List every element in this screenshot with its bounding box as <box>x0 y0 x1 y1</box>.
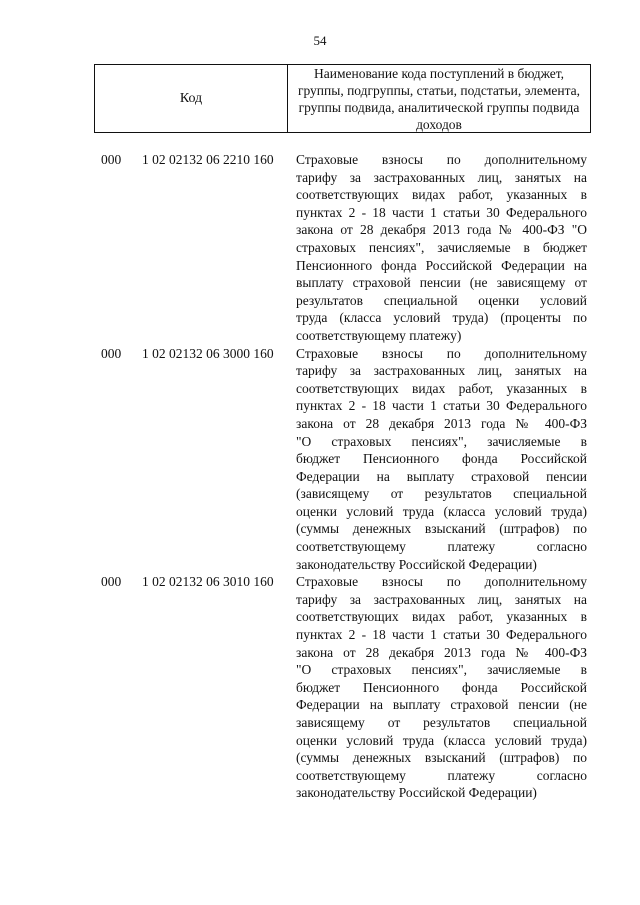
entry-row <box>0 151 640 345</box>
entry-description-line: пунктах 2 - 18 части 1 статьи 30 Федерального <box>296 204 587 220</box>
entry-description-line: законодательству Российской Федерации) <box>296 785 537 801</box>
entry-admin-code: 000 <box>101 574 122 590</box>
page-number: 54 <box>313 33 327 48</box>
entry-revenue-code: 1 02 02132 06 3000 160 <box>142 345 274 361</box>
entry-description-line: бюджет Пенсионного фонда Российской <box>296 451 587 467</box>
entry-description <box>296 573 587 802</box>
entry-description-line: (зависящему от результатов специальной <box>296 486 587 502</box>
entry-description-line: (суммы денежных взысканий (штрафов) по <box>296 521 587 537</box>
entry-description-line: закона от 28 декабря 2013 года № 400-ФЗ <box>296 415 587 431</box>
table-header <box>94 64 591 133</box>
header-name-label: Наименование кода поступлений в бюджет, группы, подгруппы, статьи, подстатьи, элемента, группы подвида, аналитической группы подвида доходов <box>297 65 581 132</box>
header-code-cell <box>95 65 288 132</box>
entry-description-line: соответствующему платежу согласно <box>296 539 587 555</box>
entry-row <box>0 573 640 802</box>
entry-description-line: соответствующему платежу согласно <box>296 767 587 783</box>
entry-description-line: оценки условий труда (класса условий труда) <box>296 732 587 748</box>
entry-description-line: пунктах 2 - 18 части 1 статьи 30 Федерального <box>296 627 587 643</box>
entry-revenue-code: 1 02 02132 06 2210 160 <box>142 152 274 167</box>
header-name-cell <box>288 65 590 132</box>
entry-description-line: соответствующих видах работ, указанных в <box>296 380 587 396</box>
entry-description-line: тарифу за застрахованных лиц, занятых на <box>296 363 587 379</box>
entry-description-line: результатов специальной оценки условий <box>296 292 587 308</box>
entry-description-line: (суммы денежных взысканий (штрафов) по <box>296 750 587 766</box>
entry-description-line: закона от 28 декабря 2013 года № 400-ФЗ "О <box>296 222 587 238</box>
entry-description-line: выплату страховой пенсии (не зависящему от <box>296 275 587 291</box>
entry-description-line: труда (класса условий труда) (проценты по <box>296 310 587 326</box>
entry-row <box>0 345 640 574</box>
entry-description <box>296 151 587 345</box>
entry-description-line: тарифу за застрахованных лиц, занятых на <box>296 169 587 185</box>
entry-description-line: соответствующих видах работ, указанных в <box>296 187 587 203</box>
entry-description-line: соответствующих видах работ, указанных в <box>296 609 587 625</box>
entry-description-line: пунктах 2 - 18 части 1 статьи 30 Федерального <box>296 398 587 414</box>
entry-description-line: закона от 28 декабря 2013 года № 400-ФЗ <box>296 644 587 660</box>
entry-admin-code: 000 <box>101 152 122 167</box>
entry-description-line: бюджет Пенсионного фонда Российской <box>296 679 587 695</box>
entry-description-line: соответствующему платежу) <box>296 327 462 343</box>
entry-description-line: Пенсионного фонда Российской Федерации на <box>296 257 587 273</box>
entry-description <box>296 345 587 574</box>
entry-description-line: оценки условий труда (класса условий труда) <box>296 503 587 519</box>
entries-list <box>0 151 640 802</box>
entry-description-line: страховых пенсиях", зачисляемые в бюджет <box>296 239 587 255</box>
entry-description-line: законодательству Российской Федерации) <box>296 556 537 572</box>
entry-description-line: "О страховых пенсиях", зачисляемые в <box>296 433 587 449</box>
entry-admin-code: 000 <box>101 345 122 361</box>
entry-description-line: Страховые взносы по дополнительному <box>296 152 587 167</box>
entry-revenue-code: 1 02 02132 06 3010 160 <box>142 574 274 590</box>
entry-description-line: "О страховых пенсиях", зачисляемые в <box>296 662 587 678</box>
entry-description-line: тарифу за застрахованных лиц, занятых на <box>296 591 587 607</box>
entry-description-line: Страховые взносы по дополнительному <box>296 574 587 590</box>
entry-description-line: Страховые взносы по дополнительному <box>296 345 587 361</box>
entry-description-line: Федерации на выплату страховой пенсии <box>296 468 587 484</box>
entry-description-line: зависящему от результатов специальной <box>296 715 587 730</box>
entry-description-line: Федерации на выплату страховой пенсии (не <box>296 697 587 713</box>
header-code-label: Код <box>179 90 203 106</box>
